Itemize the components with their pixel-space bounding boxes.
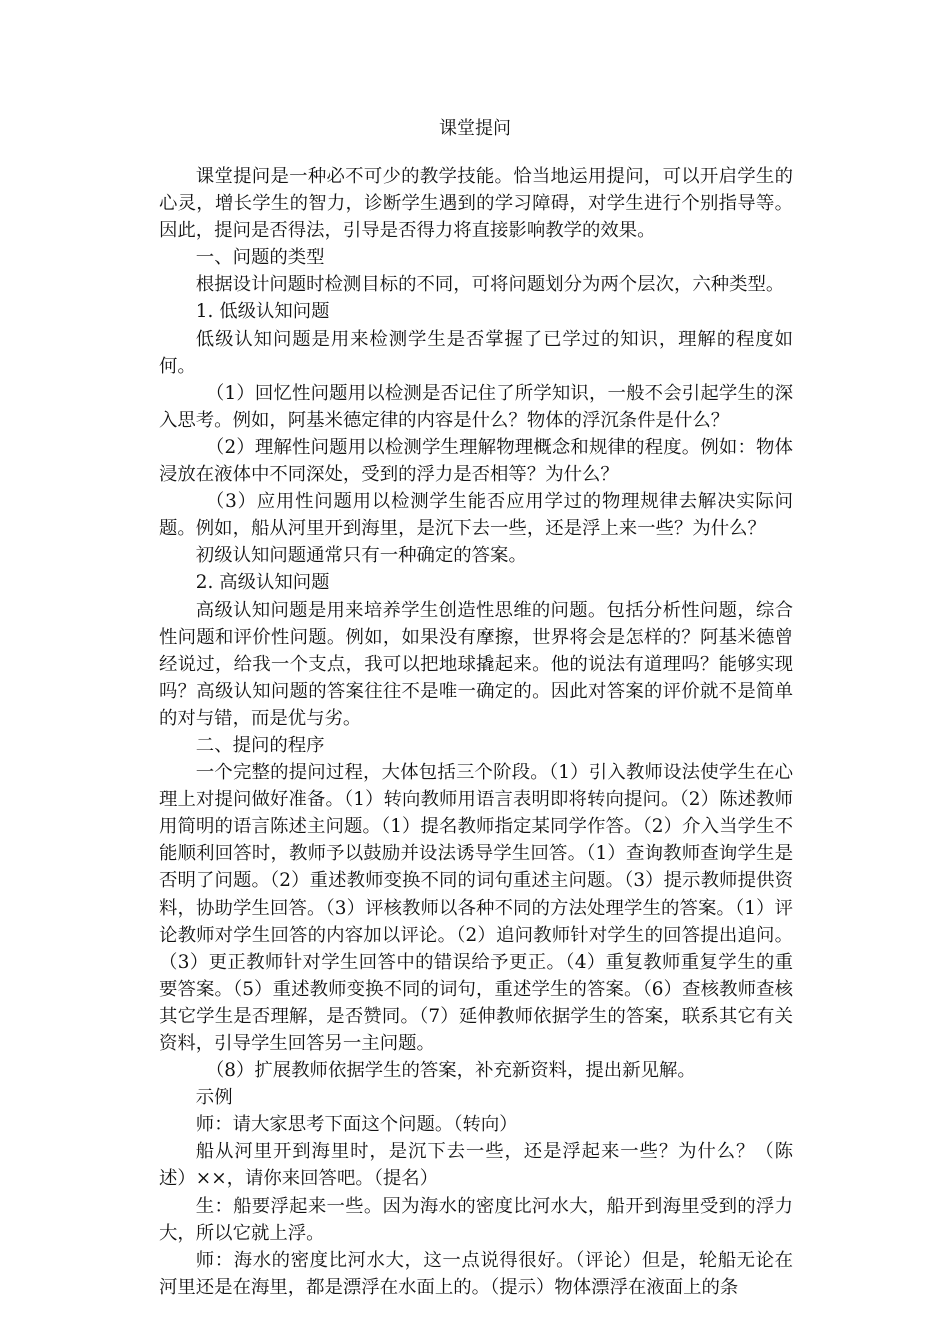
- paragraph: 初级认知问题通常只有一种确定的答案。: [195, 545, 527, 567]
- paragraph: 根据设计问题时检测目标的不同，可将问题划分为两个层次，六种类型。: [195, 274, 785, 296]
- document-title: 课堂提问: [439, 118, 511, 139]
- paragraph: 师：请大家思考下面这个问题。（转向）: [195, 1114, 518, 1136]
- paragraph: 师：海水的密度比河水大，这一点说得很好。（评论）但是，轮船无论在河里还是在海里，都是漂浮在水面上的。（提示）物体漂浮在液面上的条: [159, 1249, 793, 1298]
- paragraph: 一个完整的提问过程，大体包括三个阶段。（1）引入教师设法使学生在心理上对提问做好准备。（1）转向教师用语言表明即将转向提问。（2）陈述教师用简明的语言陈述主问题。（1）提名教师指定某同学作答。（2）介入当学生不能顺利回答时，教师予以鼓励并设法诱导学生回答。（1）查询教师查询学生是否明了问题。（2）重述教师变换不同的词句重述主问题。（3）提示教师提供资料，协助学生回答。（3）评核教师以各种不同的方法处理学生的答案。（1）评论教师对学生回答的内容加以评论。（2）追问教师针对学生的回答提出追问。（3）更正教师针对学生回答中的错误给予更正。（4）重复教师重复学生的重要答案。（5）重述教师变换不同的词句，重述学生的答案。（6）查核教师查核其它学生是否理解，是否赞同。（7）延伸教师依据学生的答案，联系其它有关资料，引导学生回答另一主问题。: [159, 762, 793, 1054]
- paragraph: （1）回忆性问题用以检测是否记住了所学知识，一般不会引起学生的深入思考。例如，阿基米德定律的内容是什么？物体的浮沉条件是什么？: [159, 382, 793, 431]
- paragraph: 2. 高级认知问题: [195, 572, 330, 594]
- paragraph: 1. 低级认知问题: [195, 301, 330, 323]
- paragraph: 高级认知问题是用来培养学生创造性思维的问题。包括分析性问题，综合性问题和评价性问题。例如，如果没有摩擦，世界将会是怎样的？阿基米德曾经说过，给我一个支点，我可以把地球撬起来。他的说法有道理吗？能够实现吗？高级认知问题的答案往往不是唯一确定的。因此对答案的评价就不是简单的对与错，而是优与劣。: [159, 599, 793, 729]
- paragraph: 示例: [195, 1087, 233, 1109]
- paragraph: （8）扩展教师依据学生的答案，补充新资料，提出新见解。: [205, 1060, 696, 1082]
- paragraph: 船从河里开到海里时，是沉下去一些，还是浮起来一些？为什么？（陈述）××，请你来回答吧。（提名）: [159, 1141, 793, 1190]
- paragraph: （3）应用性问题用以检测学生能否应用学过的物理规律去解决实际问题。例如，船从河里开到海里，是沉下去一些，还是浮上来一些？为什么？: [159, 491, 793, 540]
- paragraph: （2）理解性问题用以检测学生理解物理概念和规律的程度。例如：物体浸放在液体中不同深处，受到的浮力是否相等？为什么？: [159, 436, 793, 486]
- document-body: [159, 163, 793, 1301]
- paragraph: 一、问题的类型: [195, 247, 325, 269]
- paragraph: 生：船要浮起来一些。因为海水的密度比河水大，船开到海里受到的浮力大，所以它就上浮。: [159, 1195, 793, 1244]
- paragraph: 二、提问的程序: [195, 734, 325, 756]
- paragraph: 课堂提问是一种必不可少的教学技能。恰当地运用提问，可以开启学生的心灵，增长学生的智力，诊断学生遇到的学习障碍，对学生进行个别指导等。因此，提问是否得法，引导是否得力将直接影响教学的效果。: [159, 166, 793, 242]
- paragraph: 低级认知问题是用来检测学生是否掌握了已学过的知识，理解的程度如何。: [159, 328, 793, 377]
